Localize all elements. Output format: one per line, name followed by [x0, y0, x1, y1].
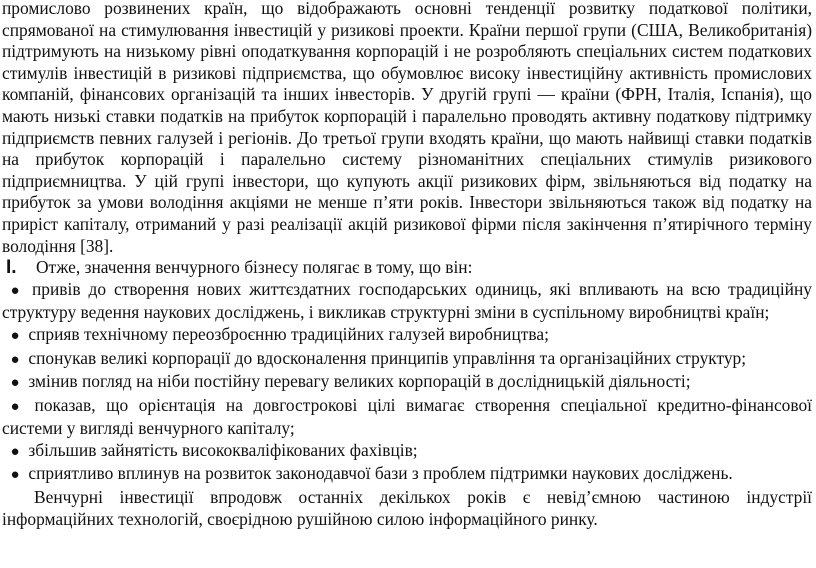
list-item-text: збільшив зайнятість висококваліфікованих фахівців;	[28, 439, 418, 460]
bullet-icon: ●	[10, 351, 20, 368]
list-item-text: змінив погляд на ніби постійну перевагу великих корпорацій в дослідницькій діяльності;	[28, 371, 691, 392]
list-item	[2, 440, 812, 464]
list-item-text: показав, що орієнтація на довгострокові цілі вимагає створення спеціальної кредитно-фінансової системи у вигляді венчурного капіталу;	[2, 394, 812, 439]
bullet-icon: ●	[10, 467, 20, 484]
list-item	[2, 463, 812, 487]
list-item-text: привів до створення нових життєздатних господарських одиниць, які впливають на всю традиційну структуру ведення наукових досліджень, і викликав структурні зміни в суспільному виробництві країн;	[2, 278, 812, 323]
bullet-icon: ●	[10, 282, 20, 299]
bullet-icon: ●	[10, 443, 20, 460]
list-item-text: сприяв технічному переозброєнню традиційних галузей виробництва;	[28, 323, 549, 344]
bullet-icon: ●	[10, 375, 20, 392]
conclusion-paragraph: Венчурні інвестиції впродовж останніх декількох років є невід’ємною частиною індустрії інформаційних технологій, своєрідною рушійною силою інформаційного ринку.	[2, 487, 812, 529]
list-item	[2, 395, 812, 440]
bullet-icon: ●	[10, 398, 20, 415]
list-item	[2, 324, 812, 348]
list-item	[2, 371, 812, 395]
document-page	[2, 0, 812, 530]
body-paragraph: промислово розвинених країн, що відображають основні тенденції розвитку податкової політики, спрямованої на стимулювання інвестицій у ризикові проекти. Країни першої групи (США, Великобританія) підтримують на низькому рівні оподаткування корпорацій і не розробляють спеціальних систем податкових стимулів інвестицій в ризикові підприємства, що обумовлює високу інвестиційну активність промислових компаній, фінансових організацій та інших інвесторів. У другій групі — країни (ФРН, Італія, Іспанія), що мають низькі ставки податків на прибуток корпорацій і паралельно проводять активну податкову підтримку підприємств певних галузей і регіонів. До третьої групи входять країни, що мають найвищі ставки податків на прибуток корпорацій і паралельно систему різноманітних спеціальних стимулів ризикового підприємництва. У цій групі інвестори, що купують акції ризикових фірм, звільняються від податку на прибуток за умови володіння акціями не менше п’яти років. Інвестори звільняються також від податку на приріст капіталу, отриманий у разі реалізації акцій ризикової фірми після закінчення п’ятирічного терміну володіння [38].	[2, 0, 812, 256]
list-item-text: спонукав великі корпорації до вдосконалення принципів управління та організаційних структур;	[28, 347, 747, 368]
intro-text: Отже, значення венчурного бізнесу полягає в тому, що він:	[36, 257, 473, 278]
list-item-text: сприятливо вплинув на розвиток законодавчої бази з проблем підтримки наукових досліджень.	[28, 463, 733, 484]
list-item	[2, 279, 812, 324]
intro-line	[2, 257, 812, 279]
section-marker: I.	[6, 257, 17, 279]
list-item	[2, 348, 812, 372]
bullet-icon: ●	[10, 327, 20, 344]
